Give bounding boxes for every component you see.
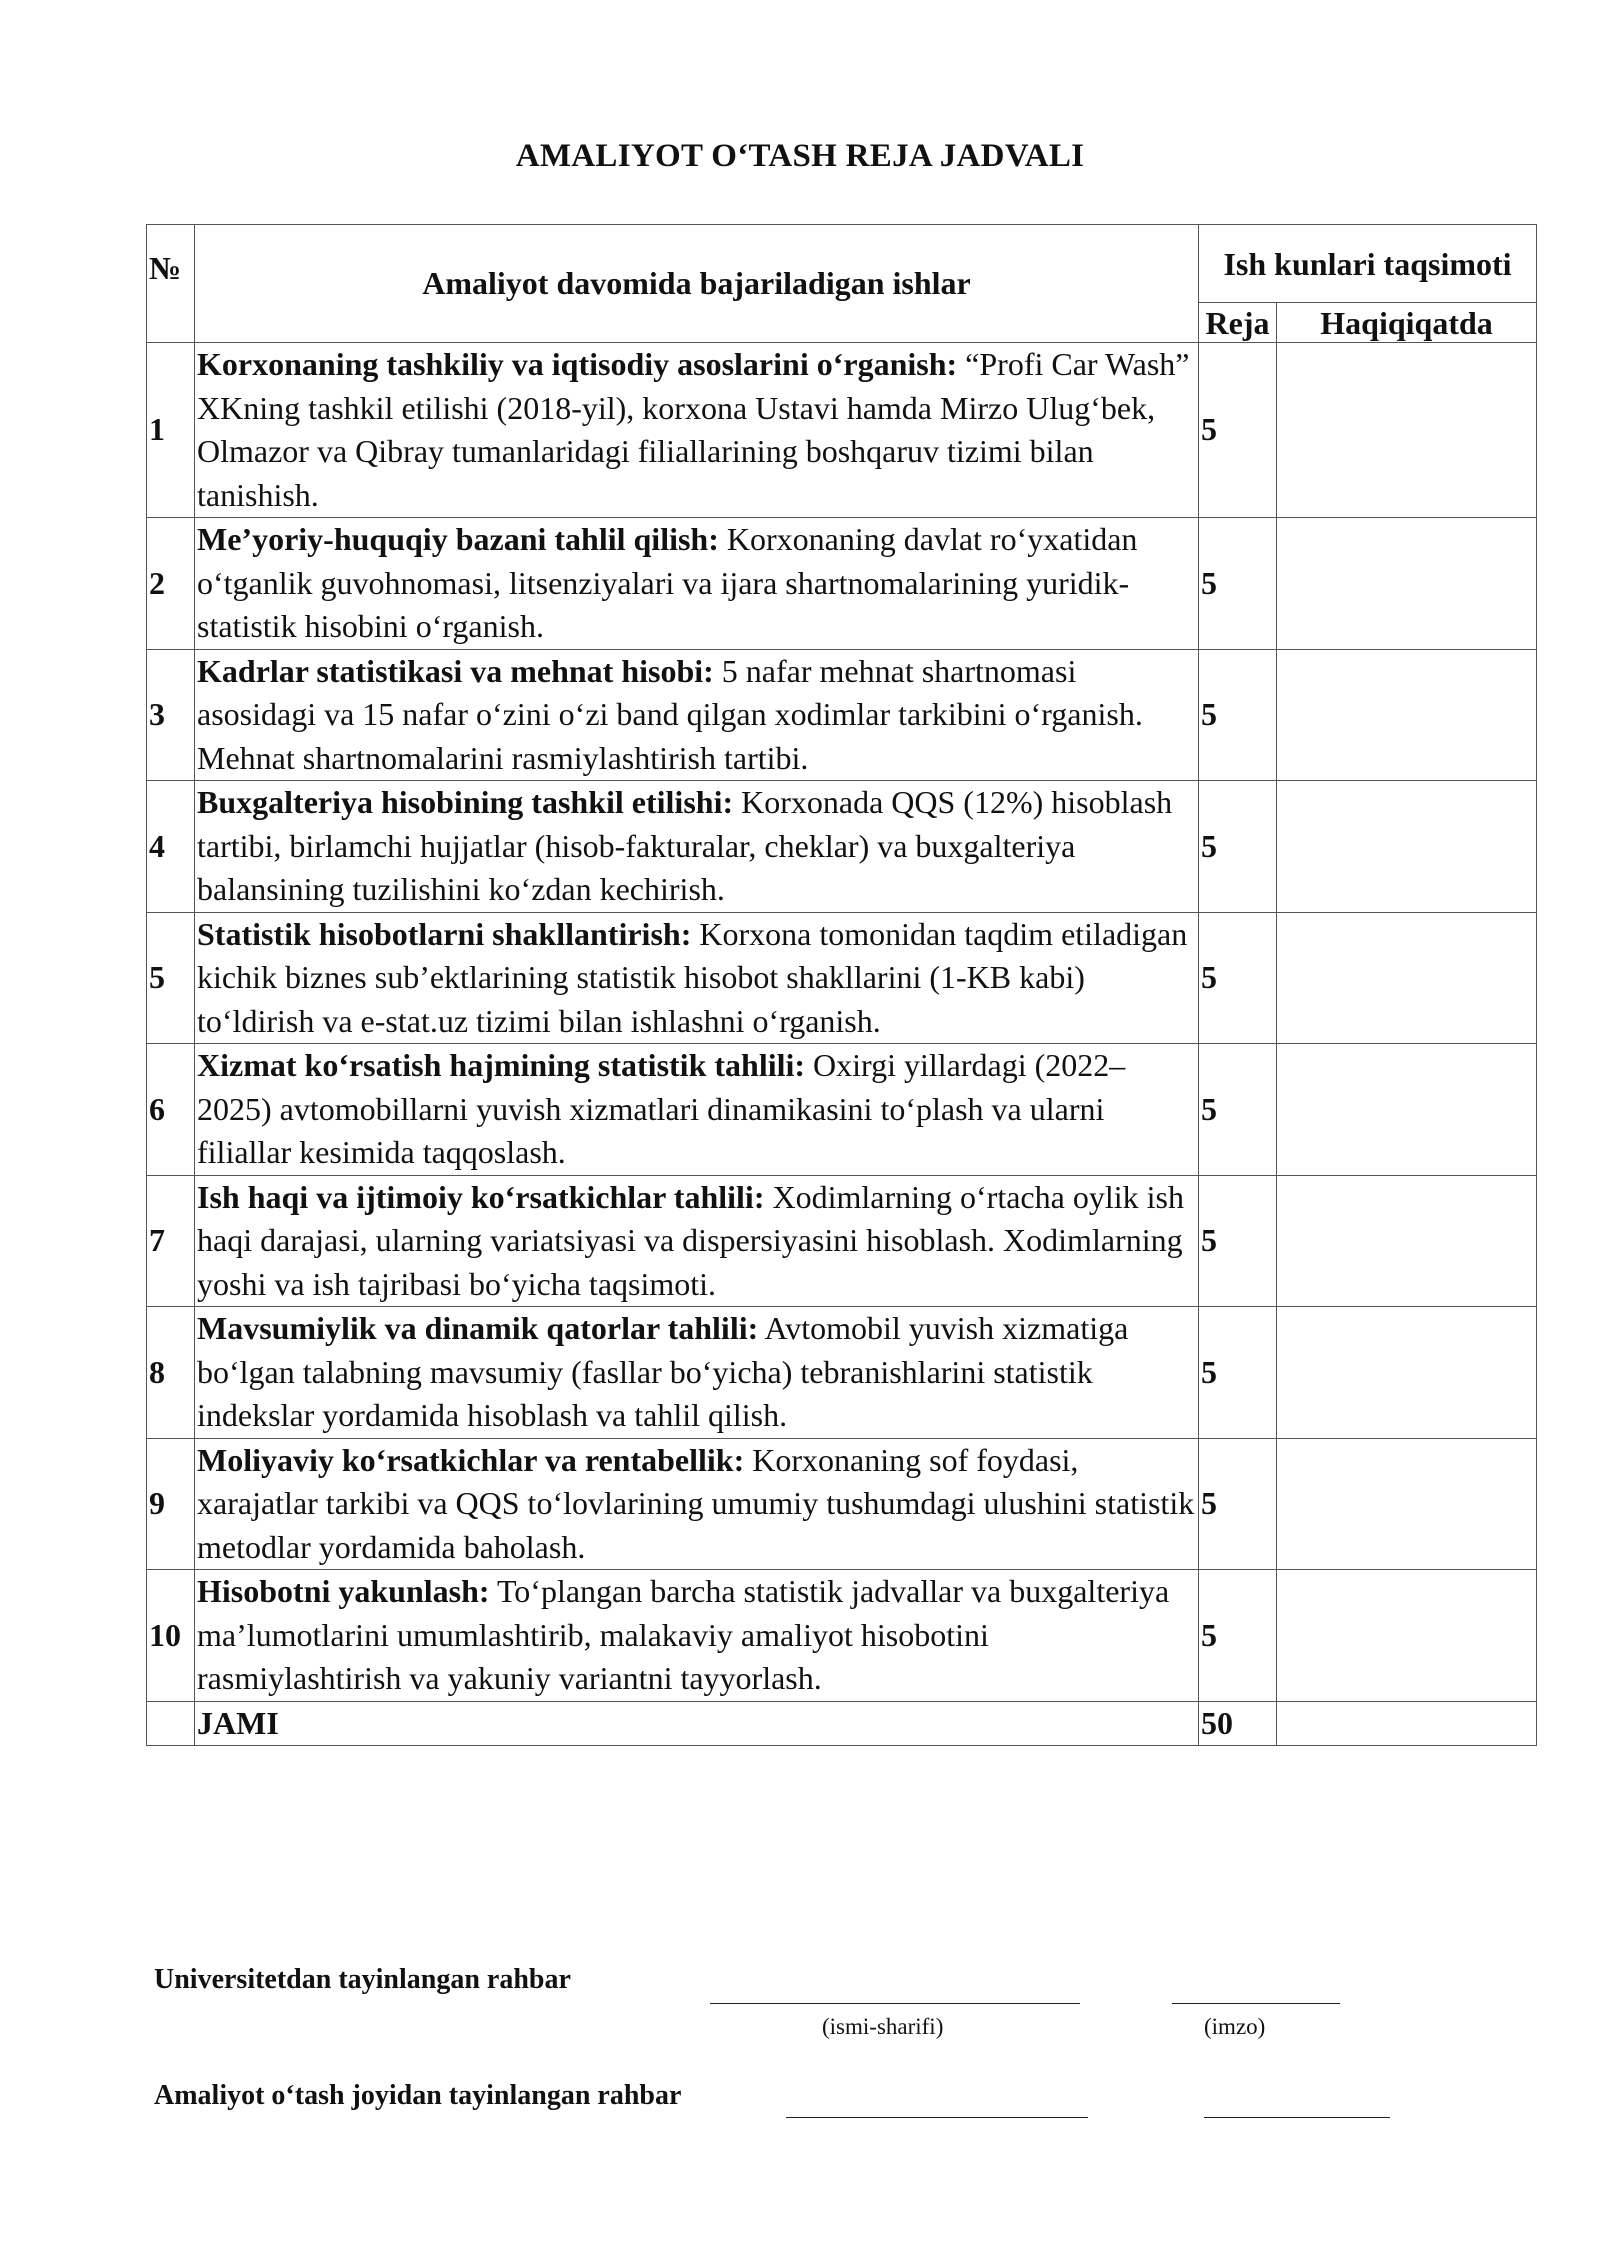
task-title: Hisobotni yakunlash: xyxy=(197,1573,490,1609)
plan-days: 5 xyxy=(1199,1570,1277,1702)
row-number: 1 xyxy=(147,343,195,518)
table-row xyxy=(147,781,1537,913)
plan-days: 5 xyxy=(1199,1307,1277,1439)
task-text: Oxirgi yillardagi (2022–2025) avtomobillarni yuvish xizmatlari dinamikasini to‘plash va ularni filiallar kesimida taqqoslash. xyxy=(197,1047,1126,1170)
name-caption: (ismi-sharifi) xyxy=(822,2014,944,2039)
task-description xyxy=(195,781,1199,913)
header-number: № xyxy=(147,225,195,343)
signature-line xyxy=(1172,2003,1340,2004)
site-supervisor-label: Amaliyot o‘tash joyidan tayinlangan rahbar xyxy=(154,2080,682,2111)
task-title: Statistik hisobotlarni shakllantirish: xyxy=(197,915,692,952)
task-title: Mavsumiylik va dinamik qatorlar tahlili: xyxy=(197,1310,759,1346)
total-label: JAMI xyxy=(195,1701,1199,1746)
table-row xyxy=(147,1044,1537,1176)
row-number: 9 xyxy=(147,1438,195,1570)
row-number: 3 xyxy=(147,649,195,781)
actual-days xyxy=(1277,1307,1537,1439)
header-actual: Haqiqiqatda xyxy=(1277,303,1537,343)
task-text: Xodimlarning o‘rtacha oylik ish haqi darajasi, ularning variatsiyasi va dispersiyasini hisoblash. Xodimlarning yoshi va ish tajribasi bo‘yicha taqsimoti. xyxy=(197,1178,1184,1302)
total-actual-cell xyxy=(1277,1701,1537,1746)
row-number: 2 xyxy=(147,518,195,650)
plan-days: 5 xyxy=(1199,1175,1277,1307)
university-supervisor-label: Universitetdan tayinlangan rahbar xyxy=(154,1964,571,1995)
header-tasks: Amaliyot davomida bajariladigan ishlar xyxy=(195,225,1199,343)
task-title: Moliyaviy ko‘rsatkichlar va rentabellik: xyxy=(197,1441,745,1478)
task-text: “Profi Car Wash” XKning tashkil etilishi (2018-yil), korxona Ustavi hamda Mirzo Ulug‘bek, Olmazor va Qibray tumanlaridagi filiallarining boshqaruv tizimi bilan tanishish. xyxy=(197,346,1190,513)
task-description xyxy=(195,1307,1199,1439)
task-title: Buxgalteriya hisobining tashkil etilishi: xyxy=(197,784,734,820)
actual-days xyxy=(1277,1570,1537,1702)
plan-days: 5 xyxy=(1199,781,1277,913)
actual-days xyxy=(1277,343,1537,518)
task-title: Korxonaning tashkiliy va iqtisodiy asoslarini o‘rganish: xyxy=(197,346,958,382)
task-text: Korxonada QQS (12%) hisoblash tartibi, birlamchi hujjatlar (hisob-fakturalar, cheklar) va buxgalteriya balansining tuzilishini ko‘zdan kechirish. xyxy=(197,784,1173,907)
task-title: Kadrlar statistikasi va mehnat hisobi: xyxy=(197,652,714,689)
plan-days: 5 xyxy=(1199,912,1277,1044)
task-description xyxy=(195,1175,1199,1307)
task-description xyxy=(195,649,1199,781)
table-row xyxy=(147,1175,1537,1307)
actual-days xyxy=(1277,518,1537,650)
table-row xyxy=(147,1570,1537,1702)
task-description xyxy=(195,1044,1199,1176)
task-text: Korxonaning sof foydasi, xarajatlar tarkibi va QQS to‘lovlarining umumiy tushumdagi ulushini statistik metodlar yordamida baholash. xyxy=(197,1441,1195,1565)
header-work-days: Ish kunlari taqsimoti xyxy=(1199,225,1537,303)
name-signature-line xyxy=(710,2003,1080,2004)
task-text: Avtomobil yuvish xizmatiga bo‘lgan talabning mavsumiy (fasllar bo‘yicha) tebranishlarini statistik indekslar yordamida hisoblash va tahlil qilish. xyxy=(197,1310,1129,1433)
table-row xyxy=(147,1307,1537,1439)
table-row xyxy=(147,1438,1537,1570)
task-description xyxy=(195,518,1199,650)
table-row xyxy=(147,912,1537,1044)
site-signature-line xyxy=(1204,2117,1390,2118)
actual-days xyxy=(1277,1438,1537,1570)
task-title: Me’yoriy-huquqiy bazani tahlil qilish: xyxy=(197,521,719,557)
actual-days xyxy=(1277,1175,1537,1307)
header-plan: Reja xyxy=(1199,303,1277,343)
page-title: AMALIYOT O‘TASH REJA JADVALI xyxy=(515,138,1085,174)
actual-days xyxy=(1277,781,1537,913)
task-description xyxy=(195,1570,1199,1702)
plan-days: 5 xyxy=(1199,1438,1277,1570)
row-number: 5 xyxy=(147,912,195,1044)
row-number: 8 xyxy=(147,1307,195,1439)
task-title: Xizmat ko‘rsatish hajmining statistik tahlili: xyxy=(197,1047,806,1083)
task-description xyxy=(195,912,1199,1044)
task-text: Korxonaning davlat ro‘yxatidan o‘tganlik guvohnomasi, litsenziyalari va ijara shartnomalarining yuridik-statistik hisobini o‘rganish. xyxy=(197,521,1138,644)
practice-plan-table xyxy=(146,224,1537,1746)
signature-caption: (imzo) xyxy=(1204,2014,1266,2039)
site-name-line xyxy=(786,2117,1088,2118)
task-text: 5 nafar mehnat shartnomasi asosidagi va 15 nafar o‘zini o‘zi band qilgan xodimlar tarkibini o‘rganish. Mehnat shartnomalarini rasmiylashtirish tartibi. xyxy=(197,652,1143,776)
row-number: 7 xyxy=(147,1175,195,1307)
plan-days: 5 xyxy=(1199,518,1277,650)
task-description xyxy=(195,343,1199,518)
row-number: 4 xyxy=(147,781,195,913)
task-title: Ish haqi va ijtimoiy ko‘rsatkichlar tahlili: xyxy=(197,1178,765,1215)
table-row xyxy=(147,343,1537,518)
task-text: Korxona tomonidan taqdim etiladigan kichik biznes sub’ektlarining statistik hisobot shakllarini (1-KB kabi) to‘ldirish va e-stat.uz tizimi bilan ishlashni o‘rganish. xyxy=(197,915,1188,1039)
task-description xyxy=(195,1438,1199,1570)
table-row xyxy=(147,518,1537,650)
actual-days xyxy=(1277,1044,1537,1176)
total-number-cell xyxy=(147,1701,195,1746)
table-row xyxy=(147,649,1537,781)
total-plan-value: 50 xyxy=(1199,1701,1277,1746)
row-number: 10 xyxy=(147,1570,195,1702)
table-body xyxy=(147,343,1537,1746)
row-number: 6 xyxy=(147,1044,195,1176)
task-text: To‘plangan barcha statistik jadvallar va buxgalteriya ma’lumotlarini umumlashtirib, malakaviy amaliyot hisobotini rasmiylashtirish va yakuniy variantni tayyorlash. xyxy=(197,1573,1170,1696)
plan-days: 5 xyxy=(1199,649,1277,781)
plan-days: 5 xyxy=(1199,1044,1277,1176)
actual-days xyxy=(1277,649,1537,781)
actual-days xyxy=(1277,912,1537,1044)
plan-days: 5 xyxy=(1199,343,1277,518)
total-row xyxy=(147,1701,1537,1746)
